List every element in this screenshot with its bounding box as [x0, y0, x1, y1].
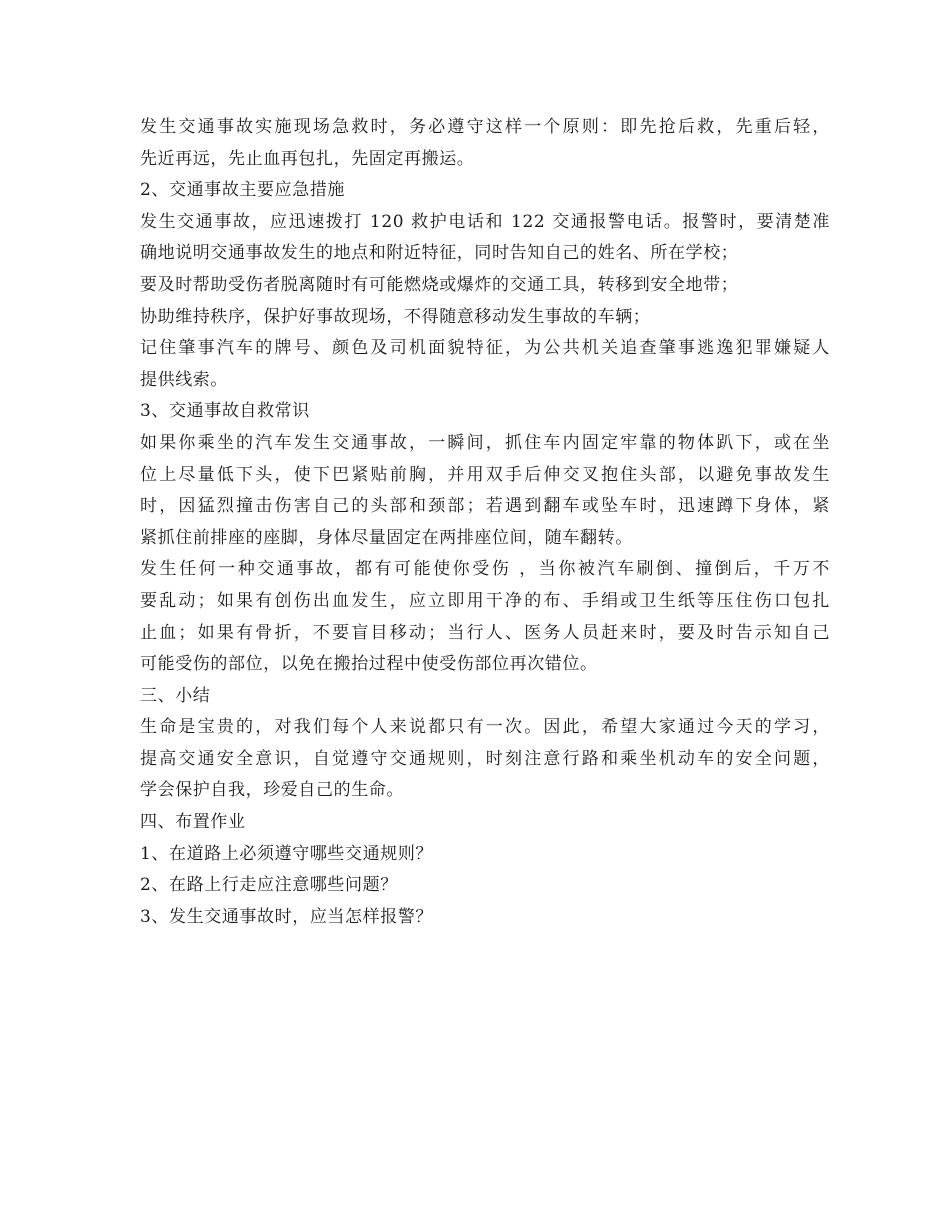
- text-line: 可能受伤的部位，以免在搬抬过程中使受伤部位再次错位。: [140, 654, 598, 675]
- text-line: 发生交通事故，应迅速拨打 120 救护电话和 122 交通报警电话。报警时，要清楚准: [140, 211, 830, 232]
- text-line: 时，因猛烈撞击伤害自己的头部和颈部；若遇到翻车或坠车时，迅速蹲下身体，紧: [140, 496, 830, 517]
- text-line: 1、在道路上必须遵守哪些交通规则？: [140, 843, 434, 864]
- text-line: 止血；如果有骨折，不要盲目移动；当行人、医务人员赶来时，要及时告示知自己: [140, 622, 830, 643]
- text-line: 紧抓住前排座的座脚，身体尽量固定在两排座位间，随车翻转。: [140, 527, 633, 548]
- text-line: 发生交通事故实施现场急救时，务必遵守这样一个原则：即先抢后救，先重后轻，: [140, 117, 830, 137]
- text-line: 提供线索。: [140, 369, 228, 390]
- text-line: 2、在路上行走应注意哪些问题？: [140, 875, 398, 896]
- text-line: 三、小结: [140, 685, 211, 706]
- text-line: 位上尽量低下头，使下巴紧贴前胸，并用双手后伸交叉抱住头部，以避免事故发生: [140, 464, 830, 485]
- text-line: 3、发生交通事故时，应当怎样报警？: [140, 906, 434, 927]
- text-line: 2、交通事故主要应急措施: [140, 180, 346, 201]
- text-line: 3、交通事故自救常识: [140, 401, 310, 422]
- text-line: 要及时帮助受伤者脱离随时有可能燃烧或爆炸的交通工具，转移到安全地带；: [140, 274, 739, 295]
- text-line: 确地说明交通事故发生的地点和附近特征，同时告知自己的姓名、所在学校；: [140, 243, 739, 264]
- text-line: 如果你乘坐的汽车发生交通事故，一瞬间，抓住车内固定牢靠的物体趴下，或在坐: [140, 432, 830, 453]
- text-line: 先近再远，先止血再包扎，先固定再搬运。: [140, 148, 475, 169]
- text-line: 四、布置作业: [140, 812, 246, 833]
- text-line: 记住肇事汽车的牌号、颜色及司机面貌特征，为公共机关追查肇事逃逸犯罪嫌疑人: [140, 338, 830, 359]
- text-line: 要乱动；如果有创伤出血发生，应立即用干净的布、手绢或卫生纸等压住伤口包扎: [140, 590, 830, 611]
- text-line: 发生任何一种交通事故，都有可能使你受伤 ，当你被汽车刷倒、撞倒后，千万不: [140, 559, 830, 580]
- text-line: 生命是宝贵的，对我们每个人来说都只有一次。因此，希望大家通过今天的学习，: [140, 717, 830, 738]
- text-line: 提高交通安全意识，自觉遵守交通规则，时刻注意行路和乘坐机动车的安全问题，: [140, 748, 830, 769]
- text-line: 协助维持秩序，保护好事故现场，不得随意移动发生事故的车辆；: [140, 306, 651, 327]
- document-body: [140, 112, 830, 933]
- text-line: 学会保护自我，珍爱自己的生命。: [140, 780, 404, 801]
